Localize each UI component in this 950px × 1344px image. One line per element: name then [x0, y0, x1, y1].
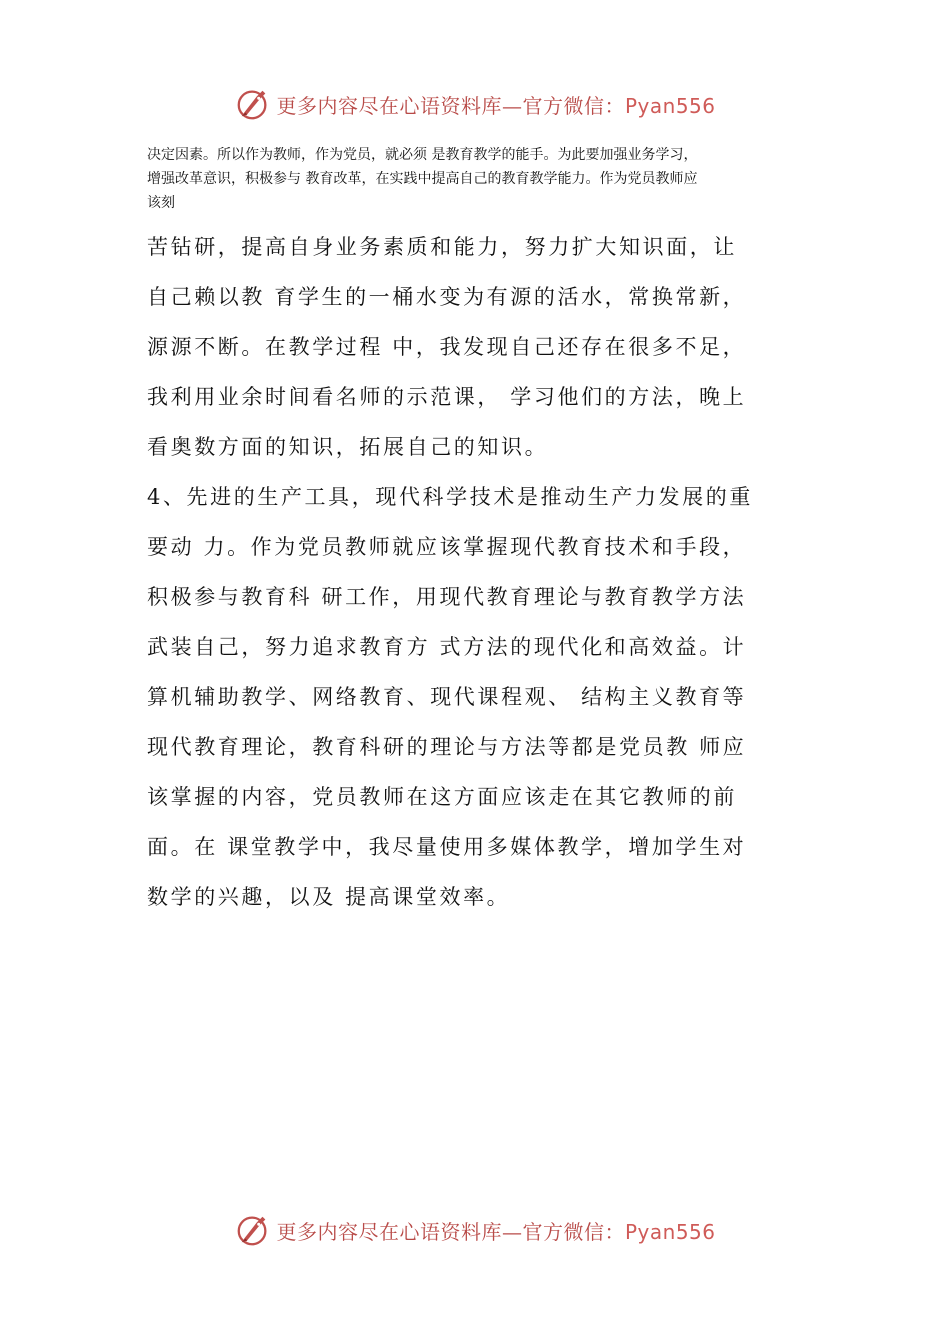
body-line: 武装自己，努力追求教育方 式方法的现代化和高效益。计 — [147, 635, 747, 659]
footer-banner-text — [276, 1216, 715, 1245]
body-line: 看奥数方面的知识，拓展自己的知识。 — [147, 435, 549, 459]
intro-line: 增强改革意识，积极参与 教育改革，在实践中提高自己的教育教学能力。作为党员教师应 — [147, 171, 698, 187]
footer-banner — [0, 1208, 950, 1252]
body-line: 源源不断。在教学过程 中，我发现自己还存在很多不足， — [147, 335, 747, 359]
body-line: 我利用业余时间看名师的示范课， 学习他们的方法，晚上 — [147, 385, 747, 409]
intro-line: 决定因素。所以作为教师，作为党员，就必须 是教育教学的能手。为此要加强业务学习， — [147, 147, 698, 163]
body-line: 自己赖以教 育学生的一桶水变为有源的活水，常换常新， — [147, 285, 747, 309]
footer-banner-cn: 更多内容尽在心语资料库—官方微信： — [276, 1219, 625, 1244]
pen-nib-logo-icon — [234, 85, 272, 123]
header-banner-text — [276, 90, 715, 119]
body-line: 4、先进的生产工具，现代科学技术是推动生产力发展的重 — [147, 485, 753, 509]
body-line: 积极参与教育科 研工作，用现代教育理论与教育教学方法 — [147, 585, 747, 609]
body-line: 现代教育理论，教育科研的理论与方法等都是党员教 师应 — [147, 735, 747, 759]
body-line: 数学的兴趣，以及 提高课堂效率。 — [147, 885, 511, 909]
footer-banner-wechat-id: Pyan556 — [624, 1219, 716, 1244]
body-line: 该掌握的内容，党员教师在这方面应该走在其它教师的前 — [147, 785, 737, 809]
body-paragraphs — [147, 222, 812, 922]
body-line: 面。在 课堂教学中，我尽量使用多媒体教学，增加学生对 — [147, 835, 747, 859]
body-line: 苦钻研，提高自身业务素质和能力，努力扩大知识面，让 — [147, 235, 737, 259]
header-banner-wechat-id: Pyan556 — [624, 93, 716, 118]
pen-nib-logo-icon — [234, 1211, 272, 1249]
intro-line: 该刻 — [147, 195, 175, 211]
body-line: 要动 力。作为党员教师就应该掌握现代教育技术和手段， — [147, 535, 747, 559]
header-banner — [0, 82, 950, 126]
body-line: 算机辅助教学、网络教育、现代课程观、 结构主义教育等 — [147, 685, 747, 709]
intro-paragraph — [147, 143, 812, 215]
header-banner-cn: 更多内容尽在心语资料库—官方微信： — [276, 93, 625, 118]
